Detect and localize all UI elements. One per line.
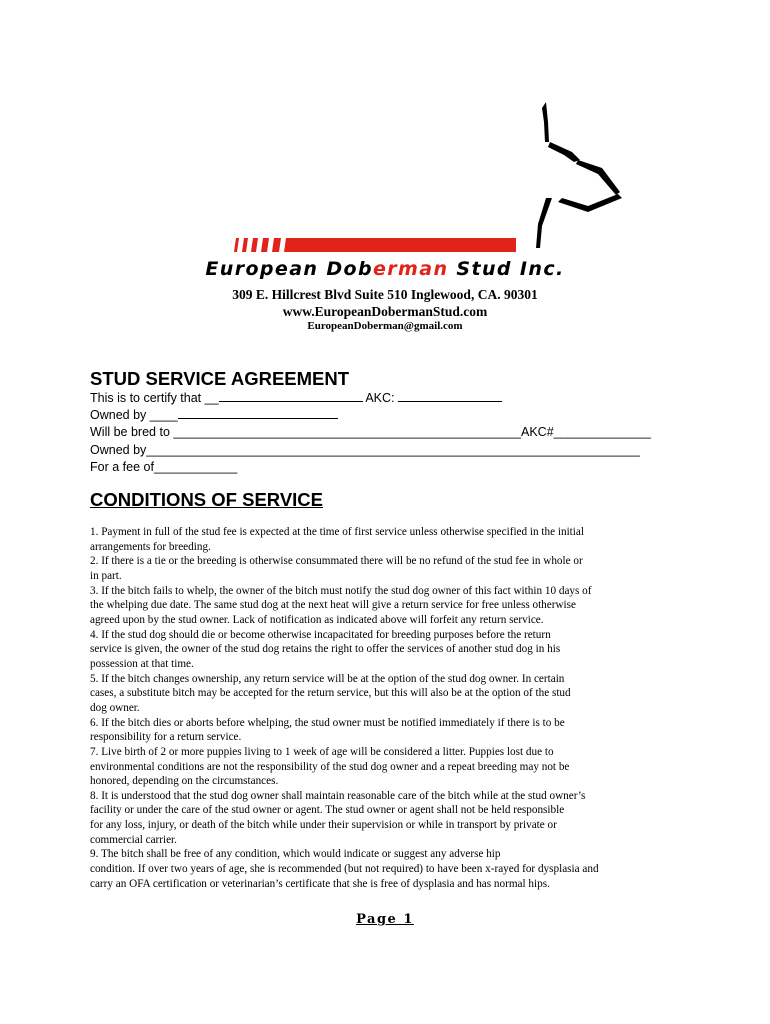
conditions-line: 4. If the stud dog should die or become otherwise incapacitated for breeding purposes before the return	[90, 628, 551, 641]
owned-by-row	[90, 405, 338, 423]
conditions-line: 3. If the bitch fails to whelp, the owner of the bitch must notify the stud dog owner of this fact within 10 days of	[90, 584, 592, 597]
dam-owner-field[interactable]: _______________________________________________________________________	[146, 443, 640, 457]
akc-hash-field[interactable]: ______________	[553, 425, 651, 439]
agreement-title: STUD SERVICE AGREEMENT	[90, 368, 350, 389]
conditions-line: cases, a substitute bitch may be accepted for the return service, but this will also be at the option of the stud	[90, 687, 571, 700]
akc-label: AKC:	[365, 391, 395, 405]
akc-hash-label: AKC#	[521, 425, 554, 439]
logo-stripes	[234, 234, 516, 254]
conditions-line: 5. If the bitch changes ownership, any return service will be at the option of the stud dog owner. In certain	[90, 672, 565, 685]
conditions-title: CONDITIONS OF SERVICE	[90, 489, 323, 510]
conditions-body	[90, 525, 680, 891]
sire-owner-field[interactable]	[178, 405, 338, 419]
fee-row	[90, 458, 237, 476]
bred-to-field[interactable]: __________________________________________________	[173, 425, 521, 439]
sire-name-field[interactable]	[219, 388, 363, 402]
fee-field[interactable]: ____________	[153, 460, 238, 474]
doberman-head-icon	[528, 102, 628, 252]
conditions-line: honored, depending on the circumstances.	[90, 775, 279, 788]
certify-label: This is to certify that	[90, 391, 202, 405]
conditions-line: 6. If the bitch dies or aborts before whelping, the stud owner must be notified immediately if there is to be	[90, 716, 565, 729]
bred-to-label: Will be bred to	[90, 425, 170, 439]
conditions-line: 1. Payment in full of the stud fee is expected at the time of first service unless otherwise specified in the initial	[90, 526, 584, 538]
conditions-line: 2. If there is a tie or the breeding is otherwise consummated there will be no refund of the stud fee in whole or	[90, 555, 583, 568]
conditions-line: possession at that time.	[90, 657, 194, 670]
conditions-line: environmental conditions are not the responsibility of the stud dog owner and a repeat breeding may not be	[90, 760, 570, 773]
conditions-line: 7. Live birth of 2 or more puppies living to 1 week of age will be considered a litter. Puppies lost due to	[90, 745, 554, 758]
conditions-line: 8. It is understood that the stud dog owner shall maintain reasonable care of the bitch while at the stud owner’s	[90, 789, 586, 802]
conditions-line: condition. If over two years of age, she is recommended (but not required) to have been x-rayed for dysplasia and	[90, 863, 599, 876]
company-email: EuropeanDoberman@gmail.com	[307, 320, 463, 332]
fee-label: For a fee of	[90, 460, 154, 474]
conditions-line: commercial carrier.	[90, 833, 177, 846]
owned-by-prefix: ____	[149, 408, 178, 422]
conditions-line: arrangements for breeding.	[90, 540, 211, 553]
certify-prefix: __	[204, 391, 219, 405]
company-website: www.EuropeanDobermanStud.com	[282, 304, 488, 319]
certify-row	[90, 388, 502, 406]
conditions-line: service is given, the owner of the stud dog retains the right to offer the services of another stud dog in his	[90, 643, 561, 656]
company-address: 309 E. Hillcrest Blvd Suite 510 Inglewood, CA. 90301	[232, 287, 538, 302]
conditions-line: facility or under the care of the stud owner or agent. The stud owner or agent shall not be held responsible	[90, 804, 565, 817]
conditions-line: in part.	[90, 569, 122, 582]
conditions-line: agreed upon by the stud owner. Lack of notification as indicated above will forfeit any return service.	[90, 613, 544, 626]
conditions-line: responsibility for a return service.	[90, 731, 242, 744]
page-number: Page 1	[356, 912, 414, 927]
owned-by-2-row	[90, 441, 640, 459]
owned-by-2-label: Owned by	[90, 443, 147, 457]
conditions-line: the whelping due date. The same stud dog at the next heat will give a return service for free unless otherwise	[90, 599, 576, 612]
conditions-line: for any loss, injury, or death of the bitch while under their supervision or while in transport by private or	[90, 819, 557, 832]
conditions-line: dog owner.	[90, 701, 140, 714]
company-name: European Doberman Stud Inc.	[205, 258, 565, 280]
conditions-line: 9. The bitch shall be free of any condition, which would indicate or suggest any adverse hip	[90, 848, 501, 861]
akc-field[interactable]	[398, 388, 502, 402]
bred-to-row	[90, 423, 651, 441]
owned-by-label: Owned by	[90, 408, 147, 422]
conditions-line: carry an OFA certification or veterinarian’s certificate that she is free of dysplasia and has normal hips.	[90, 877, 550, 890]
